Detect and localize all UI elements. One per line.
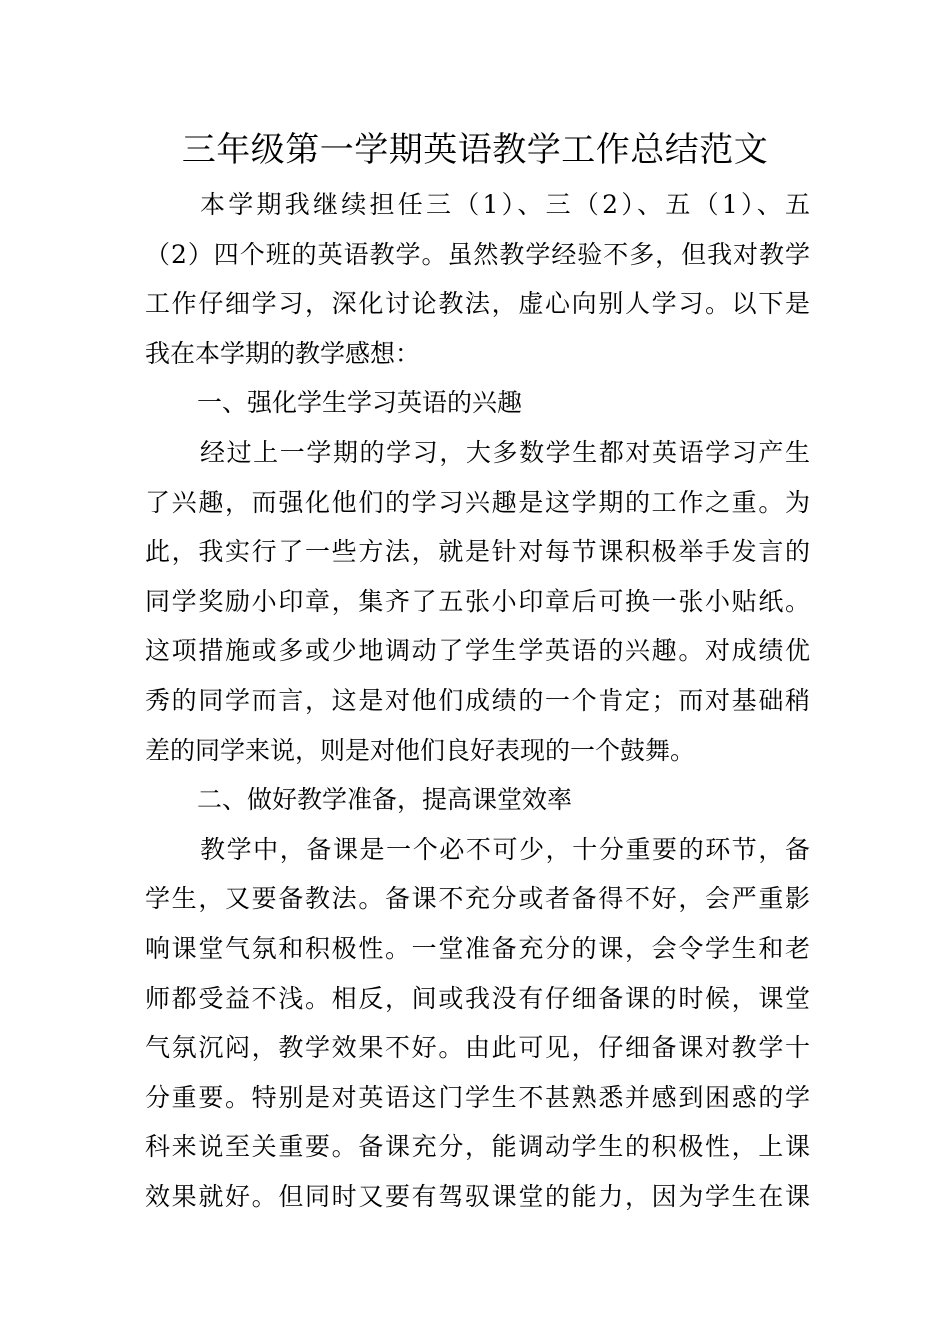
- paragraph-line: 此，我实行了一些方法，就是针对每节课积极举手发言的: [145, 537, 810, 567]
- paragraph-line: 科来说至关重要。备课充分，能调动学生的积极性，上课: [145, 1132, 810, 1162]
- paragraph-line: 响课堂气氛和积极性。一堂准备充分的课，会令学生和老: [145, 933, 810, 963]
- paragraph-line: 效果就好。但同时又要有驾驭课堂的能力，因为学生在课: [145, 1181, 810, 1211]
- paragraph-line: 本学期我继续担任三（1）、三（2）、五（1）、五: [200, 190, 810, 219]
- paragraph-line: 这项措施或多或少地调动了学生学英语的兴趣。对成绩优: [145, 636, 810, 666]
- paragraph-line: 秀的同学而言，这是对他们成绩的一个肯定；而对基础稍: [145, 685, 810, 715]
- paragraph-line: 了兴趣，而强化他们的学习兴趣是这学期的工作之重。为: [145, 487, 810, 517]
- paragraph-line: 分重要。特别是对英语这门学生不甚熟悉并感到困惑的学: [145, 1082, 810, 1112]
- section-heading: 一、强化学生学习英语的兴趣: [197, 388, 523, 418]
- paragraph-line: 气氛沉闷，教学效果不好。由此可见，仔细备课对教学十: [145, 1033, 810, 1063]
- paragraph-line: 学生，又要备教法。备课不充分或者备得不好，会严重影: [145, 884, 810, 914]
- paragraph-line: 同学奖励小印章，集齐了五张小印章后可换一张小贴纸。: [145, 586, 810, 616]
- paragraph-line: 差的同学来说，则是对他们良好表现的一个鼓舞。: [145, 735, 696, 765]
- paragraph-line: （2）四个班的英语教学。虽然教学经验不多，但我对教学: [145, 239, 810, 269]
- paragraph-line: 经过上一学期的学习，大多数学生都对英语学习产生: [200, 437, 810, 467]
- document-body: [145, 180, 810, 1221]
- paragraph-line: 工作仔细学习，深化讨论教法，虚心向别人学习。以下是: [145, 289, 810, 319]
- document-title: 三年级第一学期英语教学工作总结范文: [181, 130, 769, 170]
- paragraph-line: 师都受益不浅。相反，间或我没有仔细备课的时候，课堂: [145, 983, 810, 1013]
- section-heading: 二、做好教学准备，提高课堂效率: [197, 785, 573, 815]
- paragraph-line: 教学中，备课是一个必不可少，十分重要的环节，备: [200, 834, 810, 864]
- paragraph-line: 我在本学期的教学感想：: [145, 338, 421, 368]
